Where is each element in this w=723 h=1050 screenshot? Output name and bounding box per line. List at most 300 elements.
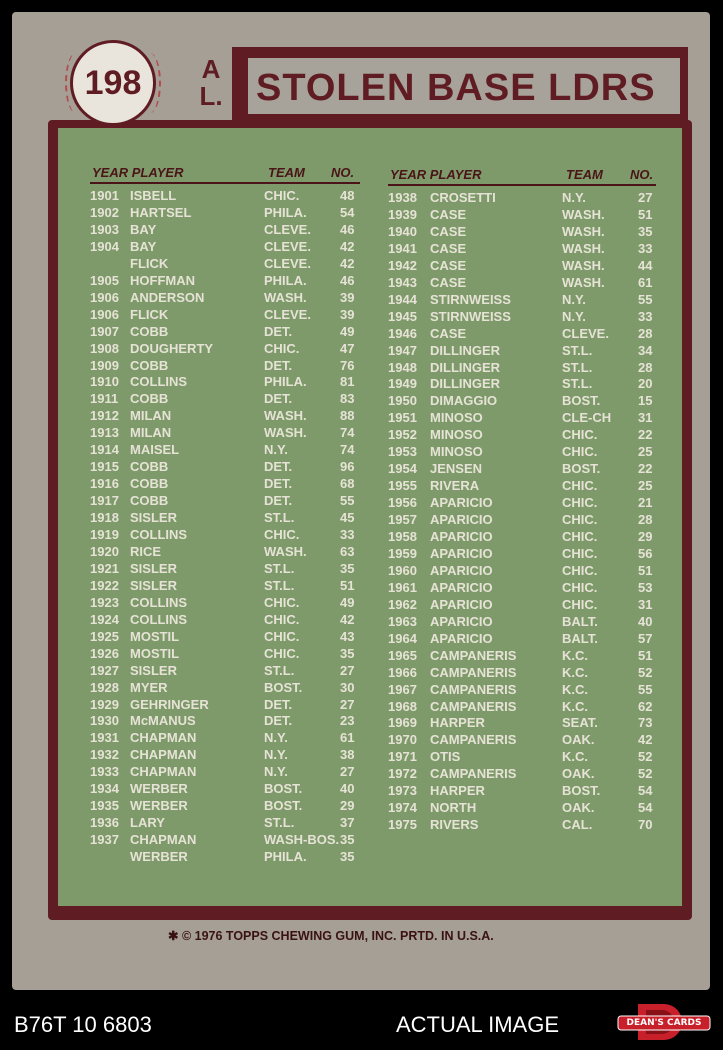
row-team: WASH. (562, 223, 605, 239)
row-number: 63 (340, 543, 355, 559)
row-year: 1935 (90, 798, 119, 814)
row-player: RIVERS (430, 817, 479, 833)
table-row (90, 612, 360, 629)
row-player: CHAPMAN (130, 747, 197, 763)
row-team: BOST. (562, 783, 601, 799)
row-player: CAMPANERIS (430, 732, 517, 748)
row-player: COBB (130, 493, 169, 509)
row-team: BOST. (264, 679, 303, 695)
row-player: SISLER (130, 560, 177, 576)
row-team: CHIC. (264, 340, 300, 356)
table-row (388, 783, 658, 800)
row-team: CAL. (562, 817, 593, 833)
table-row (388, 800, 658, 817)
row-number: 35 (340, 560, 355, 576)
row-team: WASH. (562, 274, 605, 290)
row-player: MYER (130, 679, 168, 695)
row-number: 34 (638, 342, 653, 358)
row-year: 1951 (388, 410, 417, 426)
row-year: 1960 (388, 562, 417, 578)
row-year: 1908 (90, 340, 119, 356)
table-row (388, 444, 658, 461)
row-player: APARICIO (430, 545, 493, 561)
row-team: WASH. (562, 257, 605, 273)
row-player: COLLINS (130, 594, 188, 610)
row-number: 46 (340, 272, 355, 288)
row-player: CASE (430, 257, 467, 273)
row-team: K.C. (562, 698, 588, 714)
row-year: 1956 (388, 495, 417, 511)
row-year: 1943 (388, 274, 417, 290)
row-number: 35 (638, 223, 653, 239)
row-number: 61 (638, 274, 653, 290)
row-year: 1933 (90, 764, 119, 780)
row-year: 1968 (388, 698, 417, 714)
table-row (90, 358, 360, 375)
row-number: 52 (638, 664, 653, 680)
row-player: BAY (130, 221, 157, 237)
row-team: CHIC. (264, 645, 300, 661)
row-player: CASE (430, 240, 467, 256)
row-team: WASH. (264, 543, 307, 559)
row-player: CHAPMAN (130, 832, 197, 848)
row-year: 1964 (388, 630, 417, 646)
row-player: CASE (430, 274, 467, 290)
row-year: 1919 (90, 527, 119, 542)
row-number: 15 (638, 393, 653, 409)
row-number: 47 (340, 340, 355, 356)
row-player: RIVERA (430, 478, 480, 494)
table-row (388, 326, 658, 343)
table-row (388, 478, 658, 495)
row-year: 1963 (388, 613, 417, 629)
row-player: BAY (130, 238, 157, 254)
row-player: HARTSEL (130, 204, 192, 220)
row-team: N.Y. (264, 747, 288, 763)
row-number: 31 (638, 596, 653, 612)
table-row (90, 663, 360, 680)
row-year: 1941 (388, 240, 417, 256)
row-year: 1921 (90, 560, 119, 576)
row-year: 1937 (90, 832, 119, 848)
table-row (90, 307, 360, 324)
table-row (90, 324, 360, 341)
row-number: 51 (638, 647, 653, 663)
table-row (90, 544, 360, 561)
table-row (388, 309, 658, 326)
row-team: ST.L. (264, 662, 295, 678)
row-number: 73 (638, 715, 653, 731)
row-team: BALT. (562, 630, 598, 646)
row-number: 51 (638, 206, 653, 222)
row-number: 35 (340, 645, 355, 661)
row-team: WASH-BOS. (264, 832, 340, 848)
row-team: CHIC. (562, 529, 598, 544)
row-team: CHIC. (264, 611, 300, 627)
table-row (90, 798, 360, 815)
row-number: 42 (340, 611, 355, 627)
row-year: 1905 (90, 272, 119, 288)
row-player: WERBER (130, 798, 188, 814)
table-row (90, 256, 360, 273)
row-number: 55 (340, 493, 355, 509)
row-number: 33 (638, 308, 653, 324)
row-player: STIRNWEISS (430, 308, 511, 324)
row-team: N.Y. (562, 190, 586, 205)
row-number: 29 (340, 798, 355, 814)
left-header-no: NO. (331, 165, 355, 180)
row-number: 57 (638, 630, 653, 646)
row-team: K.C. (562, 664, 588, 680)
row-team: CLEVE. (562, 325, 609, 341)
row-number: 27 (638, 190, 653, 205)
row-year: 1949 (388, 376, 417, 392)
table-row (388, 665, 658, 682)
row-year: 1923 (90, 594, 119, 610)
row-player: COLLINS (130, 527, 188, 542)
table-row (388, 275, 658, 292)
row-number: 38 (340, 747, 355, 763)
row-player: DOUGHERTY (130, 340, 214, 356)
table-row (90, 629, 360, 646)
row-number: 20 (638, 376, 653, 392)
table-row (388, 292, 658, 309)
row-team: DET. (264, 493, 293, 509)
inventory-code: B76T 10 6803 (14, 1012, 152, 1037)
row-player: CAMPANERIS (430, 681, 517, 697)
row-team: K.C. (562, 647, 588, 663)
left-header-rule (90, 182, 360, 184)
row-player: CROSETTI (430, 190, 496, 205)
row-team: N.Y. (264, 730, 288, 746)
row-number: 68 (340, 476, 355, 492)
row-player: APARICIO (430, 512, 493, 528)
row-team: ST.L. (264, 815, 295, 831)
row-player: HARPER (430, 715, 485, 731)
row-team: CLEVE. (264, 255, 311, 271)
row-team: ST.L. (562, 359, 593, 375)
row-team: CHIC. (562, 512, 598, 528)
right-header-year-player: YEAR PLAYER (390, 167, 482, 182)
card-number: 198 (84, 64, 142, 102)
row-year: 1962 (388, 596, 417, 612)
row-team: ST.L. (562, 342, 593, 358)
row-team: SEAT. (562, 715, 598, 731)
row-number: 96 (340, 459, 355, 475)
actual-image-label: ACTUAL IMAGE (396, 1012, 559, 1037)
row-year: 1966 (388, 664, 417, 680)
row-year: 1929 (90, 696, 119, 712)
row-team: CHIC. (264, 188, 300, 203)
row-team: PHILA. (264, 849, 307, 865)
row-year: 1934 (90, 781, 119, 797)
row-year: 1916 (90, 476, 119, 492)
row-number: 74 (340, 425, 355, 441)
row-team: CHIC. (562, 545, 598, 561)
row-team: BOST. (264, 798, 303, 814)
row-number: 74 (340, 442, 355, 458)
row-player: DILLINGER (430, 359, 501, 375)
row-year: 1903 (90, 221, 119, 237)
row-number: 42 (638, 732, 653, 748)
row-number: 31 (638, 410, 653, 426)
row-number: 29 (638, 529, 653, 544)
row-number: 23 (340, 713, 355, 729)
row-year: 1914 (90, 442, 119, 458)
row-year: 1925 (90, 628, 119, 644)
row-player: GEHRINGER (130, 696, 209, 712)
row-year: 1911 (90, 391, 119, 407)
row-year: 1928 (90, 679, 119, 695)
table-row (90, 680, 360, 697)
row-player: CASE (430, 206, 467, 222)
table-row (90, 832, 360, 849)
row-number: 39 (340, 289, 355, 305)
row-player: DIMAGGIO (430, 393, 498, 409)
row-number: 21 (638, 495, 653, 511)
row-team: CHIC. (562, 596, 598, 612)
table-row (90, 205, 360, 222)
row-player: MAISEL (130, 442, 180, 458)
row-player: MILAN (130, 425, 172, 441)
table-row (90, 425, 360, 442)
row-player: COBB (130, 391, 169, 407)
row-number: 35 (340, 849, 355, 865)
row-player: LARY (130, 815, 165, 831)
row-player: APARICIO (430, 529, 493, 544)
row-year: 1947 (388, 342, 417, 358)
row-player: CHAPMAN (130, 764, 197, 780)
table-row (388, 207, 658, 224)
row-team: BOST. (562, 393, 601, 409)
row-player: CAMPANERIS (430, 698, 517, 714)
row-team: DET. (264, 323, 293, 339)
row-player: CHAPMAN (130, 730, 197, 746)
row-number: 76 (340, 357, 355, 373)
row-player: SISLER (130, 577, 177, 593)
row-year: 1953 (388, 444, 417, 460)
row-player: COBB (130, 357, 169, 373)
row-player: CAMPANERIS (430, 647, 517, 663)
row-team: CHIC. (264, 527, 300, 542)
row-player: CAMPANERIS (430, 664, 517, 680)
row-number: 33 (340, 527, 355, 542)
row-year: 1906 (90, 306, 119, 322)
row-player: DILLINGER (430, 342, 501, 358)
row-year: 1974 (388, 800, 417, 816)
row-year: 1918 (90, 510, 119, 526)
row-number: 81 (340, 374, 355, 390)
row-year: 1909 (90, 357, 119, 373)
row-player: CASE (430, 325, 467, 341)
row-year: 1920 (90, 543, 119, 559)
table-row (388, 410, 658, 427)
row-player: RICE (130, 543, 162, 559)
row-player: STIRNWEISS (430, 291, 511, 307)
right-header-rule (388, 184, 656, 186)
table-row (90, 290, 360, 307)
row-player: MINOSO (430, 444, 483, 460)
row-player: APARICIO (430, 630, 493, 646)
table-row (90, 222, 360, 239)
row-year: 1961 (388, 579, 417, 595)
row-team: DET. (264, 459, 293, 475)
row-player: HARPER (430, 783, 485, 799)
row-year: 1942 (388, 257, 417, 273)
row-year: 1930 (90, 713, 119, 729)
row-number: 25 (638, 478, 653, 494)
row-year: 1946 (388, 325, 417, 341)
row-number: 55 (638, 291, 653, 307)
row-year: 1940 (388, 223, 417, 239)
row-team: CLE-CH (562, 410, 612, 426)
row-team: N.Y. (562, 308, 586, 324)
table-row (90, 781, 360, 798)
row-year: 1922 (90, 577, 119, 593)
table-row (388, 343, 658, 360)
row-number: 49 (340, 323, 355, 339)
league-letter-l: L. (199, 81, 223, 111)
row-year: 1902 (90, 204, 119, 220)
table-row (90, 341, 360, 358)
table-row (90, 730, 360, 747)
row-number: 42 (340, 238, 355, 254)
table-row (388, 376, 658, 393)
row-year: 1965 (388, 647, 417, 663)
table-row (388, 393, 658, 410)
row-team: CHIC. (562, 427, 598, 443)
row-player: CAMPANERIS (430, 766, 517, 782)
row-player: COBB (130, 459, 169, 475)
row-year: 1970 (388, 732, 417, 748)
row-year: 1924 (90, 611, 119, 627)
row-number: 61 (340, 730, 355, 746)
row-number: 40 (340, 781, 355, 797)
row-number: 48 (340, 188, 355, 203)
row-number: 62 (638, 698, 653, 714)
row-player: MINOSO (430, 427, 483, 443)
table-row (388, 699, 658, 716)
row-number: 40 (638, 613, 653, 629)
table-row (388, 529, 658, 546)
table-row (90, 510, 360, 527)
row-number: 45 (340, 510, 355, 526)
row-number: 70 (638, 817, 653, 833)
row-team: CHIC. (562, 579, 598, 595)
row-year: 1954 (388, 461, 417, 477)
row-team: ST.L. (264, 510, 295, 526)
table-row (388, 732, 658, 749)
table-row (90, 374, 360, 391)
row-year: 1957 (388, 512, 417, 528)
row-team: CHIC. (562, 495, 598, 511)
table-row (388, 360, 658, 377)
league-letter-a: A (201, 54, 221, 84)
row-number: 56 (638, 545, 653, 561)
row-number: 22 (638, 427, 653, 443)
table-row (90, 764, 360, 781)
row-team: WASH. (264, 408, 307, 424)
row-year: 1950 (388, 393, 417, 409)
table-row (90, 459, 360, 476)
table-row (90, 578, 360, 595)
row-player: FLICK (130, 255, 169, 271)
row-player: SISLER (130, 662, 177, 678)
row-number: 28 (638, 325, 653, 341)
row-player: APARICIO (430, 562, 493, 578)
row-number: 39 (340, 306, 355, 322)
copyright-line: ✱ © 1976 TOPPS CHEWING GUM, INC. PRTD. IN U.S.A. (168, 929, 494, 943)
row-year: 1958 (388, 529, 417, 544)
row-year: 1915 (90, 459, 119, 475)
row-team: ST.L. (562, 376, 593, 392)
table-row (90, 188, 360, 205)
row-number: 53 (638, 579, 653, 595)
row-number: 49 (340, 594, 355, 610)
row-year: 1972 (388, 766, 417, 782)
table-row (388, 461, 658, 478)
row-number: 42 (340, 255, 355, 271)
row-player: APARICIO (430, 613, 493, 629)
row-team: DET. (264, 696, 293, 712)
table-row (388, 224, 658, 241)
row-team: CHIC. (562, 478, 598, 494)
row-player: McMANUS (130, 713, 196, 729)
row-year: 1955 (388, 478, 417, 494)
table-row (388, 631, 658, 648)
row-number: 28 (638, 512, 653, 528)
row-team: CHIC. (264, 628, 300, 644)
row-number: 27 (340, 662, 355, 678)
row-team: CLEVE. (264, 238, 311, 254)
row-year: 1904 (90, 238, 119, 254)
table-row (90, 442, 360, 459)
row-number: 54 (340, 204, 355, 220)
row-player: MINOSO (430, 410, 483, 426)
table-row (90, 476, 360, 493)
row-team: WASH. (562, 206, 605, 222)
row-number: 37 (340, 815, 355, 831)
row-year: 1907 (90, 323, 119, 339)
row-team: PHILA. (264, 272, 307, 288)
row-number: 54 (638, 800, 653, 816)
row-player: MOSTIL (130, 645, 180, 661)
row-player: ANDERSON (130, 289, 205, 305)
table-row (388, 495, 658, 512)
row-number: 33 (638, 240, 653, 256)
row-team: PHILA. (264, 204, 307, 220)
table-row (90, 849, 360, 866)
row-player: SISLER (130, 510, 177, 526)
row-number: 83 (340, 391, 355, 407)
row-number: 28 (638, 359, 653, 375)
row-year: 1912 (90, 408, 119, 424)
row-year: 1959 (388, 545, 417, 561)
row-player: APARICIO (430, 596, 493, 612)
row-year: 1971 (388, 749, 417, 765)
row-year: 1952 (388, 427, 417, 443)
row-number: 35 (340, 832, 355, 848)
table-row (388, 190, 658, 207)
row-year: 1969 (388, 715, 417, 731)
row-player: COBB (130, 323, 169, 339)
table-row (388, 427, 658, 444)
row-year: 1975 (388, 817, 417, 833)
table-row (90, 747, 360, 764)
table-row (90, 646, 360, 663)
card-title: STOLEN BASE LDRS (256, 67, 656, 109)
row-player: COLLINS (130, 611, 188, 627)
